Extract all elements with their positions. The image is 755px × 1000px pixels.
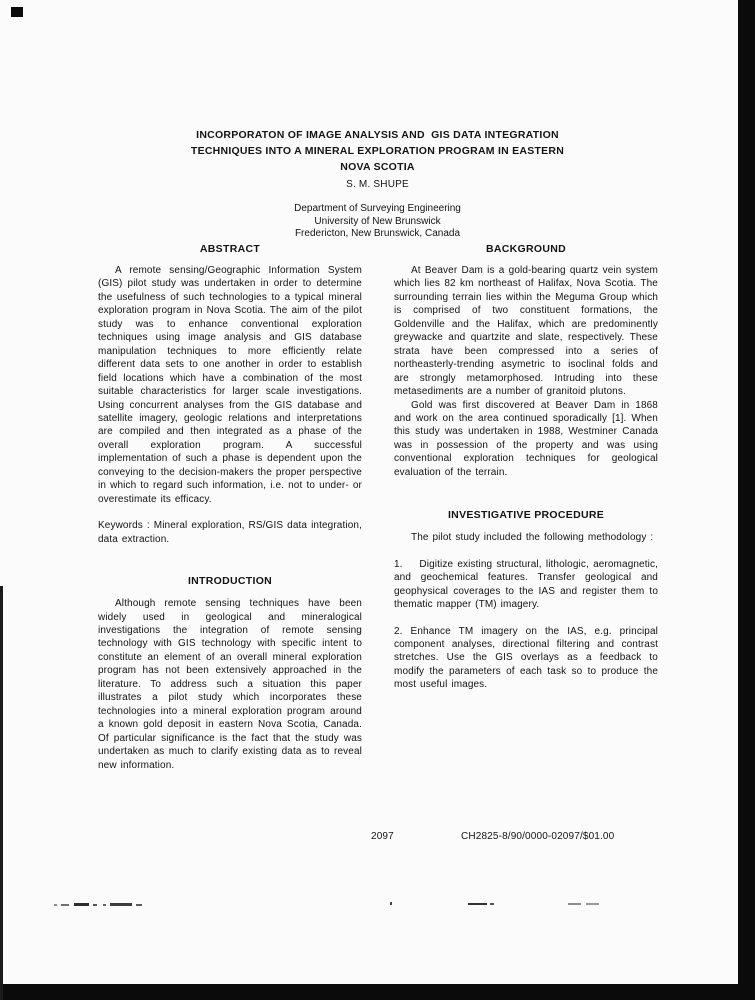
copyright-code: CH2825-8/90/0000-02097/$01.00	[461, 831, 615, 842]
background-paragraph-1: At Beaver Dam is a gold-bearing quartz vein system which lies 82 km northeast of Halifax, Nova Scotia. The surrounding terrain lies within the Meguma Group which is comprised of two constituent formations, the Goldenville and the Halifax, which are predominently greywacke and quartzite and slate, respectively. These strata have been compressed into a series of northeasterly-trending asymetric to isoclinal folds and are strongly metamorphosed. Intruding into these metasediments are a number of granitoid plutons.	[394, 265, 658, 398]
paper-title-line-1: INCORPORATON OF IMAGE ANALYSIS AND GIS DATA INTEGRATION	[196, 129, 559, 141]
scan-dash-mark	[54, 904, 57, 906]
author-affiliation	[0, 203, 755, 241]
scan-edge-right	[738, 0, 755, 1000]
scan-dash-mark	[468, 903, 487, 905]
abstract-heading: ABSTRACT	[199, 243, 261, 255]
page-number: 2097	[371, 831, 394, 842]
scan-dash-mark	[74, 903, 89, 906]
paper-title-line-3: NOVA SCOTIA	[340, 161, 415, 173]
left-column	[98, 243, 362, 772]
scan-dash-mark	[136, 904, 142, 906]
scan-edge-left	[0, 586, 3, 1000]
procedure-heading: INVESTIGATIVE PROCEDURE	[447, 509, 605, 522]
keywords-line: Keywords : Mineral exploration, RS/GIS data integration, data extraction.	[98, 520, 362, 545]
scan-dash-mark	[390, 902, 392, 905]
paper-title	[0, 127, 755, 175]
scan-dash-mark	[61, 904, 69, 906]
two-column-body	[98, 243, 658, 772]
paper-title-line-2: TECHNIQUES INTO A MINERAL EXPLORATION PROGRAM IN EASTERN	[190, 145, 565, 157]
scan-dash-mark	[586, 903, 599, 905]
affiliation-city: Fredericton, New Brunswick, Canada	[294, 228, 461, 239]
background-heading: BACKGROUND	[486, 243, 566, 255]
introduction-heading: INTRODUCTION	[187, 575, 273, 588]
scan-dash-mark	[103, 904, 106, 906]
procedure-step-1: 1. Digitize existing structural, lithologic, aeromagnetic, and geochemical features. Transfer geological and geophysical coverages to the IAS and register them to thematic mapper (TM) imagery.	[394, 558, 658, 611]
scan-dash-mark	[93, 904, 97, 906]
affiliation-department: Department of Surveying Engineering	[294, 203, 461, 214]
author-name: S. M. SHUPE	[346, 179, 409, 190]
abstract-paragraph: A remote sensing/Geographic Information System (GIS) pilot study was undertaken in order to determine the usefulness of such technologies to a typical mineral exploration program in Nova Scotia. The aim of the pilot study was to enhance conventional exploration techniques using image analysis and GIS database manipulation techniques to more efficiently relate different data sets to one another in order to establish field locations which have a combination of the most suitable characteristics for larger scale investigations. Using concurrent analyses from the GIS database and satellite imagery, geologic relations and interpretations are compiled and then integrated as a phase of the overall exploration program. A successful implementation of such a phase is dependent upon the conveying to the decision-makers the proper perspective in which to regard such information, i.e. not to under- or overestimate its efficacy.	[98, 265, 362, 505]
procedure-step-2: 2. Enhance TM imagery on the IAS, e.g. principal component analyses, directional filtering and contrast stretches. Use the GIS overlays as a feedback to modify the parameters of each task so to produce the most useful images.	[394, 625, 658, 691]
scan-mark-top-left	[11, 7, 23, 17]
introduction-paragraph: Although remote sensing techniques have been widely used in geological and mineralogical investigations the integration of remote sensing technology with GIS technology with specific intent to constitute an element of an overall mineral exploration program has not been extensively approached in the literature. To address such a situation this paper illustrates a pilot study which incorporates these technologies into a mineral exploration program around a known gold deposit in eastern Nova Scotia, Canada. Of particular significance is the fact that the study was undertaken as much to clarify existing data as to reveal new information.	[98, 598, 362, 771]
scan-dash-mark	[110, 903, 132, 906]
background-paragraph-2: Gold was first discovered at Beaver Dam in 1868 and work on the area continued sporadically [1]. When this study was undertaken in 1988, Westminer Canada was in possession of the property and was using conventional exploration techniques for geological evaluation of the terrain.	[394, 399, 658, 478]
scan-dash-mark	[568, 903, 581, 905]
procedure-intro: The pilot study included the following methodology :	[411, 532, 654, 544]
affiliation-university: University of New Brunswick	[314, 215, 441, 227]
scan-edge-bottom	[0, 984, 755, 1000]
scan-dash-mark	[490, 903, 494, 905]
right-column	[394, 243, 658, 772]
